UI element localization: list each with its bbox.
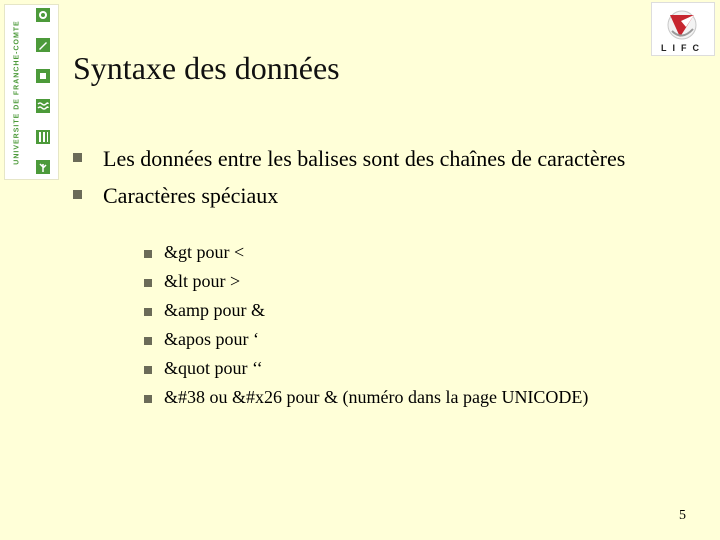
university-name	[11, 9, 23, 175]
university-branding-band	[4, 4, 59, 180]
subbullet-item	[144, 299, 684, 328]
bullet-text: Les données entre les balises sont des chaînes de caractères	[103, 146, 626, 171]
pencil-icon	[35, 37, 51, 53]
subbullet-item	[144, 270, 684, 299]
subbullet-marker-icon	[144, 395, 152, 403]
lifc-logo	[651, 2, 715, 56]
square-icon	[35, 68, 51, 84]
subbullet-marker-icon	[144, 366, 152, 374]
subbullet-text: &apos pour ‘	[164, 329, 259, 349]
subbullet-text: &gt pour <	[164, 242, 245, 262]
stripes-icon	[35, 129, 51, 145]
main-bullet-list	[73, 144, 663, 218]
subbullet-marker-icon	[144, 337, 152, 345]
subbullet-marker-icon	[144, 279, 152, 287]
subbullet-marker-icon	[144, 308, 152, 316]
wave-icon	[35, 98, 51, 114]
special-characters-list	[144, 241, 684, 415]
bullet-marker-icon	[73, 153, 82, 162]
subbullet-item	[144, 328, 684, 357]
slide-title: Syntaxe des données	[73, 50, 340, 86]
lifc-logo-mark	[662, 7, 702, 43]
bullet-text: Caractères spéciaux	[103, 183, 279, 208]
bullet-item	[73, 144, 663, 173]
subbullet-text: &amp pour &	[164, 300, 265, 320]
subbullet-item	[144, 241, 684, 270]
lifc-logo-text: LIFC	[661, 43, 705, 53]
plant-icon	[35, 159, 51, 175]
subbullet-text: &#38 ou &#x26 pour & (numéro dans la page UNICODE)	[164, 387, 589, 407]
subbullet-item	[144, 357, 684, 386]
subbullet-marker-icon	[144, 250, 152, 258]
university-icons	[32, 7, 54, 175]
page-number: 5	[679, 508, 686, 523]
university-name-text: UNIVERSITE DE FRANCHE-COMTE	[13, 19, 21, 165]
bullet-item	[73, 181, 663, 210]
subbullet-text: &quot pour ‘‘	[164, 358, 263, 378]
subbullet-text: &lt pour >	[164, 271, 241, 291]
bullet-marker-icon	[73, 190, 82, 199]
subbullet-item	[144, 386, 684, 415]
circle-icon	[35, 7, 51, 23]
